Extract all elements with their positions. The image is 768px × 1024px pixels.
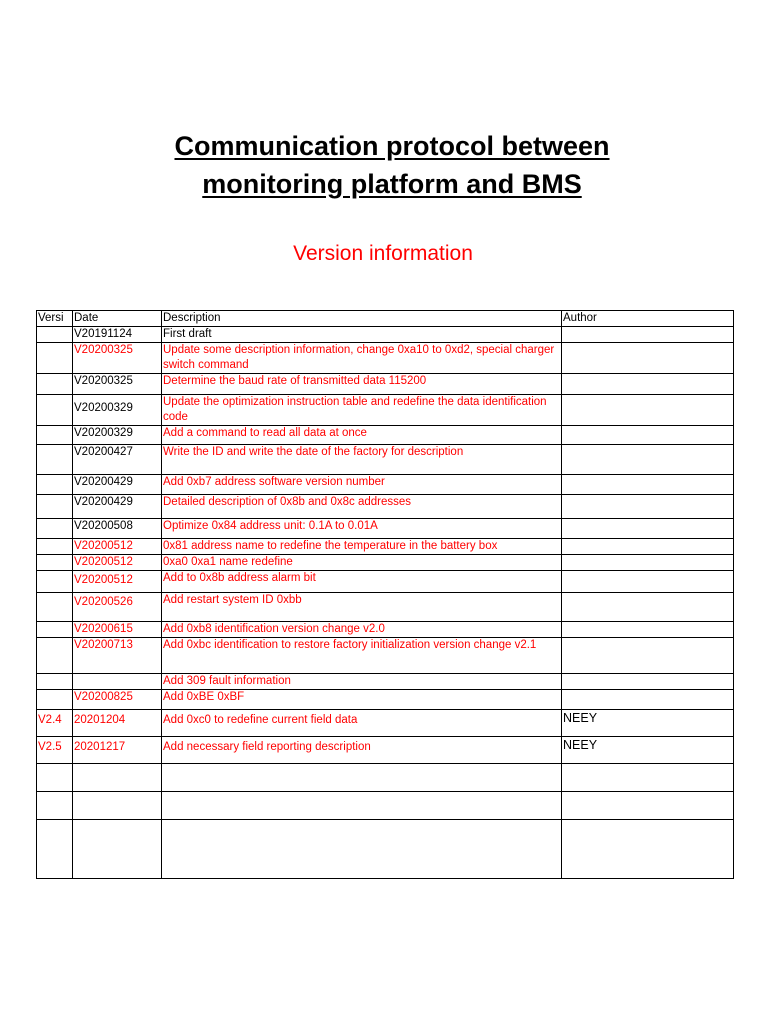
author-cell: NEEY xyxy=(562,737,734,764)
author-cell xyxy=(562,638,734,674)
version-cell xyxy=(37,820,73,879)
table-header-row xyxy=(37,311,734,327)
date-cell: V20200713 xyxy=(73,638,162,674)
date-cell xyxy=(73,792,162,820)
table-row xyxy=(37,475,734,495)
table-row xyxy=(37,555,734,571)
description-cell: Detailed description of 0x8b and 0x8c addresses xyxy=(162,495,562,519)
table-row xyxy=(37,622,734,638)
version-cell xyxy=(37,327,73,343)
version-cell xyxy=(37,374,73,395)
author-cell xyxy=(562,674,734,690)
date-cell: V20191124 xyxy=(73,327,162,343)
version-cell xyxy=(37,674,73,690)
date-cell: V20200512 xyxy=(73,571,162,593)
header-version: Versi xyxy=(37,311,73,327)
description-cell: Add 0xb8 identification version change v2.0 xyxy=(162,622,562,638)
header-author: Author xyxy=(562,311,734,327)
table-row xyxy=(37,343,734,374)
author-cell: NEEY xyxy=(562,710,734,737)
date-cell: V20200329 xyxy=(73,395,162,426)
author-cell xyxy=(562,426,734,445)
document-title xyxy=(0,127,768,203)
version-cell xyxy=(37,343,73,374)
table-row xyxy=(37,593,734,622)
date-cell: 20201204 xyxy=(73,710,162,737)
description-cell: Add a command to read all data at once xyxy=(162,426,562,445)
author-cell xyxy=(562,475,734,495)
version-cell xyxy=(37,690,73,710)
version-cell xyxy=(37,571,73,593)
version-cell xyxy=(37,792,73,820)
table-row xyxy=(37,571,734,593)
table-row xyxy=(37,495,734,519)
author-cell xyxy=(562,820,734,879)
date-cell: V20200508 xyxy=(73,519,162,539)
author-cell xyxy=(562,571,734,593)
version-cell xyxy=(37,622,73,638)
table-row xyxy=(37,690,734,710)
description-cell: Add to 0x8b address alarm bit xyxy=(162,571,562,593)
author-cell xyxy=(562,495,734,519)
table-row xyxy=(37,792,734,820)
description-cell: 0xa0 0xa1 name redefine xyxy=(162,555,562,571)
version-cell xyxy=(37,475,73,495)
author-cell xyxy=(562,519,734,539)
author-cell xyxy=(562,792,734,820)
table-row xyxy=(37,764,734,792)
date-cell: V20200526 xyxy=(73,593,162,622)
description-cell: Determine the baud rate of transmitted data 115200 xyxy=(162,374,562,395)
version-cell xyxy=(37,395,73,426)
header-date: Date xyxy=(73,311,162,327)
header-description: Description xyxy=(162,311,562,327)
author-cell xyxy=(562,555,734,571)
table-row xyxy=(37,395,734,426)
author-cell xyxy=(562,374,734,395)
date-cell: V20200325 xyxy=(73,343,162,374)
date-cell: 20201217 xyxy=(73,737,162,764)
version-cell xyxy=(37,519,73,539)
table-row xyxy=(37,674,734,690)
description-cell: Add necessary field reporting description xyxy=(162,737,562,764)
description-cell: Update the optimization instruction table and redefine the data identification code xyxy=(162,395,562,426)
table-row xyxy=(37,638,734,674)
author-cell xyxy=(562,445,734,475)
date-cell: V20200512 xyxy=(73,539,162,555)
version-cell xyxy=(37,539,73,555)
description-cell: First draft xyxy=(162,327,562,343)
table-row xyxy=(37,737,734,764)
description-cell: Add 0xbc identification to restore factory initialization version change v2.1 xyxy=(162,638,562,674)
table-row xyxy=(37,374,734,395)
author-cell xyxy=(562,395,734,426)
version-cell: V2.4 xyxy=(37,710,73,737)
description-cell: Add 0xb7 address software version number xyxy=(162,475,562,495)
table-row xyxy=(37,426,734,445)
date-cell: V20200329 xyxy=(73,426,162,445)
section-heading: Version information xyxy=(293,242,473,265)
version-cell: V2.5 xyxy=(37,737,73,764)
description-cell: Add 309 fault information xyxy=(162,674,562,690)
description-cell xyxy=(162,792,562,820)
date-cell: V20200825 xyxy=(73,690,162,710)
date-cell: V20200325 xyxy=(73,374,162,395)
table-row xyxy=(37,820,734,879)
date-cell: V20200427 xyxy=(73,445,162,475)
date-cell: V20200429 xyxy=(73,475,162,495)
version-cell xyxy=(37,638,73,674)
version-cell xyxy=(37,445,73,475)
table-row xyxy=(37,445,734,475)
version-cell xyxy=(37,593,73,622)
description-cell xyxy=(162,764,562,792)
version-cell xyxy=(37,426,73,445)
date-cell xyxy=(73,820,162,879)
description-cell xyxy=(162,820,562,879)
description-cell: Write the ID and write the date of the factory for description xyxy=(162,445,562,475)
date-cell: V20200615 xyxy=(73,622,162,638)
author-cell xyxy=(562,622,734,638)
table-row xyxy=(37,327,734,343)
date-cell: V20200429 xyxy=(73,495,162,519)
table-row xyxy=(37,710,734,737)
description-cell: Add 0xc0 to redefine current field data xyxy=(162,710,562,737)
version-table xyxy=(36,310,734,879)
author-cell xyxy=(562,593,734,622)
author-cell xyxy=(562,690,734,710)
title-line-2: monitoring platform and BMS xyxy=(202,169,582,199)
author-cell xyxy=(562,343,734,374)
description-cell: Add restart system ID 0xbb xyxy=(162,593,562,622)
table-row xyxy=(37,519,734,539)
version-cell xyxy=(37,495,73,519)
description-cell: Optimize 0x84 address unit: 0.1A to 0.01A xyxy=(162,519,562,539)
description-cell: Add 0xBE 0xBF xyxy=(162,690,562,710)
version-cell xyxy=(37,555,73,571)
author-cell xyxy=(562,539,734,555)
date-cell xyxy=(73,674,162,690)
description-cell: Update some description information, change 0xa10 to 0xd2, special charger switch command xyxy=(162,343,562,374)
author-cell xyxy=(562,764,734,792)
date-cell xyxy=(73,764,162,792)
version-cell xyxy=(37,764,73,792)
date-cell: V20200512 xyxy=(73,555,162,571)
author-cell xyxy=(562,327,734,343)
table-row xyxy=(37,539,734,555)
description-cell: 0x81 address name to redefine the temperature in the battery box xyxy=(162,539,562,555)
title-line-1: Communication protocol between xyxy=(174,131,610,161)
